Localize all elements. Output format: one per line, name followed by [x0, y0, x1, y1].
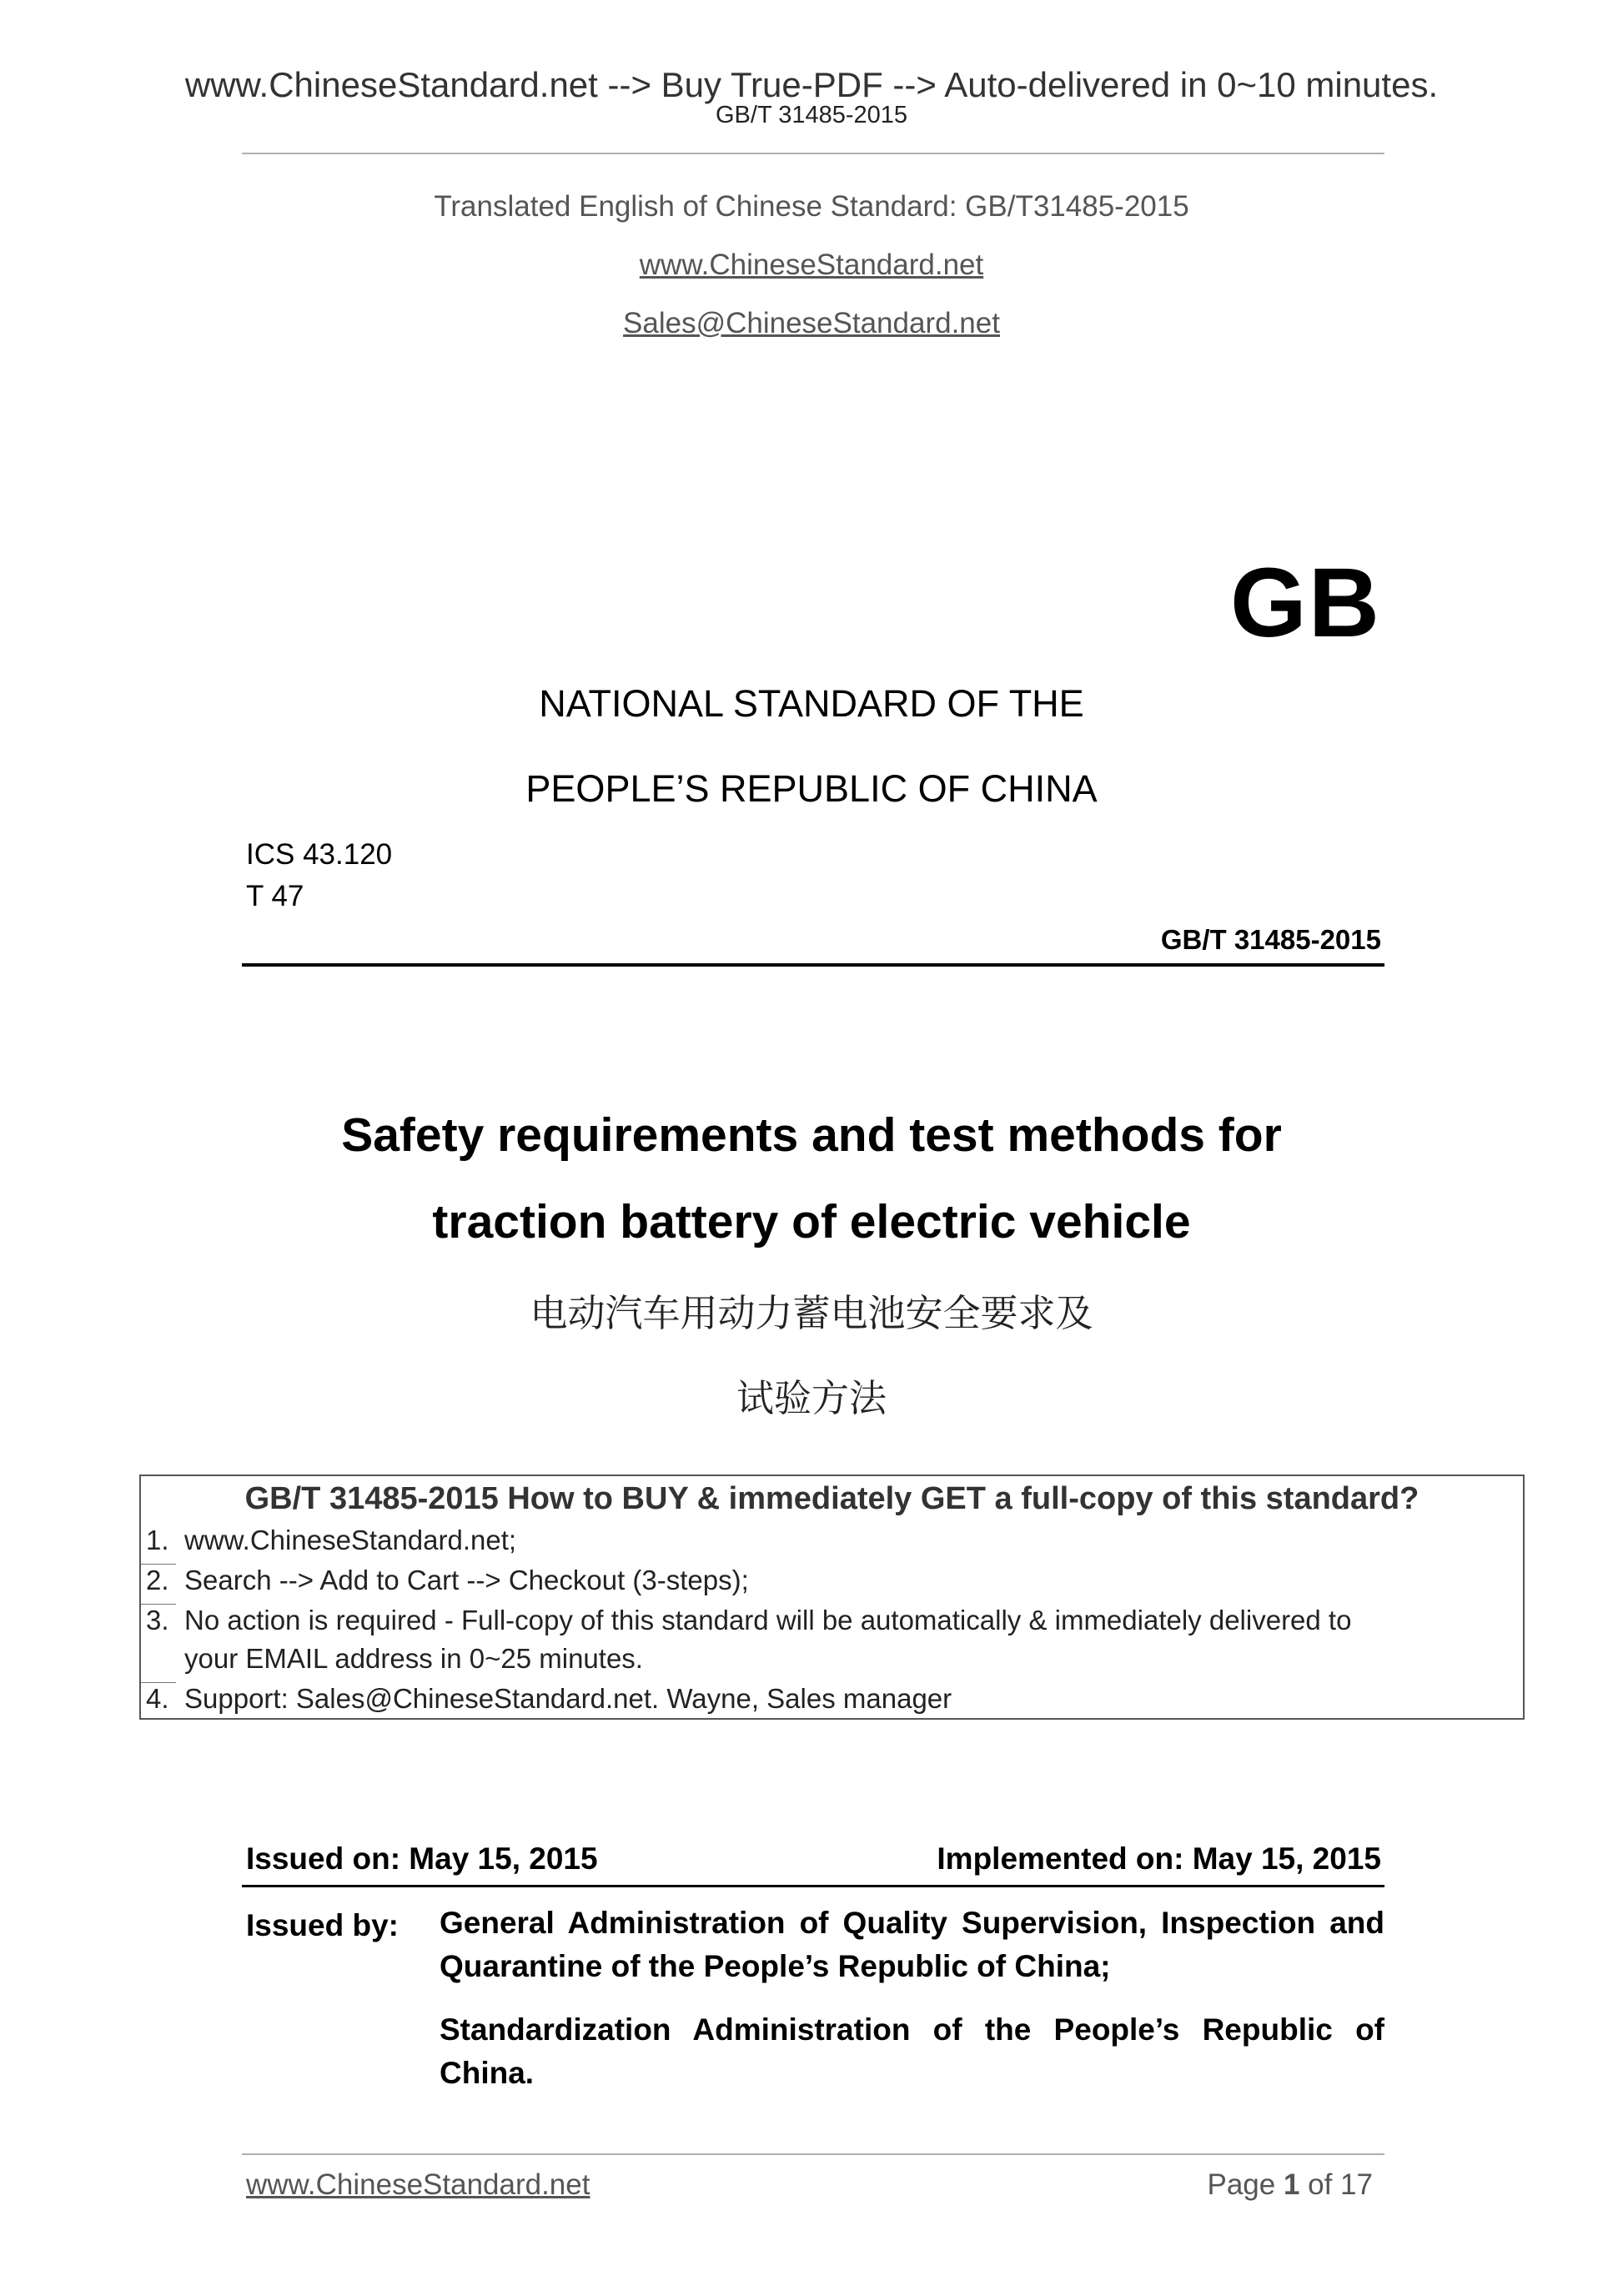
footer-site-row: [246, 2168, 590, 2202]
national-standard-line-1: NATIONAL STANDARD OF THE: [539, 682, 1084, 725]
buy-step-3: [146, 1605, 1351, 1636]
title-en-line-2: traction battery of electric vehicle: [432, 1195, 1191, 1248]
header-divider: [242, 153, 1384, 154]
buy-step-1: [146, 1525, 516, 1556]
sales-link-row: [0, 307, 1623, 340]
footer-site-link[interactable]: www.ChineseStandard.net: [246, 2168, 590, 2201]
step-number: 2.: [146, 1565, 169, 1595]
buy-instructions-box: [139, 1475, 1525, 1720]
page-number: 1: [1283, 2168, 1300, 2201]
buy-step-4: [146, 1683, 952, 1715]
issuer-1: General Administration of Quality Supervision, Inspection and Quarantine of the People’s Republic of China;: [440, 1906, 1384, 1983]
page-indicator: [1207, 2168, 1373, 2202]
issued-on: Issued on: May 15, 2015: [246, 1841, 598, 1876]
gb-mark: GB: [1230, 548, 1381, 658]
footer-divider: [242, 2153, 1384, 2155]
header-standard-code: GB/T 31485-2015: [715, 102, 908, 128]
step-number: 4.: [146, 1683, 169, 1714]
title-cn-line-1: 电动汽车用动力蓄电池安全要求及: [530, 1291, 1093, 1335]
standard-code: GB/T 31485-2015: [1160, 924, 1381, 955]
title-en-line-1: Safety requirements and test methods for: [341, 1108, 1282, 1162]
issued-by-label: Issued by:: [246, 1908, 399, 1942]
sales-email-link[interactable]: Sales@ChineseStandard.net: [623, 307, 1000, 339]
step-text: No action is required - Full-copy of this standard will be automatically & immediately delivered to: [184, 1605, 1352, 1635]
page-prefix: Page: [1207, 2168, 1284, 2201]
page-suffix: of 17: [1299, 2168, 1373, 2201]
step-text: Support: Sales@ChineseStandard.net. Wayne, Sales manager: [184, 1683, 952, 1714]
buy-box-title: GB/T 31485-2015 How to BUY & immediately GET a full-copy of this standard?: [244, 1481, 1419, 1516]
buy-step-3-continued: [146, 1643, 643, 1675]
issue-divider: [242, 1885, 1384, 1887]
translated-line: Translated English of Chinese Standard: GB/T31485-2015: [434, 190, 1189, 223]
title-cn-line-2: 试验方法: [736, 1376, 887, 1420]
issuer-2: Standardization Administration of the People’s Republic of China.: [440, 2012, 1384, 2090]
national-standard-line-2: PEOPLE’S REPUBLIC OF CHINA: [525, 767, 1098, 810]
site-link[interactable]: www.ChineseStandard.net: [639, 249, 984, 281]
top-banner: www.ChineseStandard.net --> Buy True-PDF --> Auto-delivered in 0~10 minutes.: [184, 65, 1439, 104]
step-text: your EMAIL address in 0~25 minutes.: [184, 1643, 643, 1674]
ics-code: ICS 43.120: [246, 838, 393, 871]
implemented-on: Implemented on: May 15, 2015: [937, 1841, 1381, 1876]
step-text: Search --> Add to Cart --> Checkout (3-steps);: [184, 1565, 749, 1595]
site-link-row: [0, 249, 1623, 282]
t-code: T 47: [246, 880, 304, 912]
step-number: 1.: [146, 1525, 169, 1555]
step-number: 3.: [146, 1605, 169, 1635]
step-text[interactable]: www.ChineseStandard.net;: [184, 1525, 517, 1555]
code-divider: [242, 963, 1384, 967]
buy-step-2: [146, 1565, 749, 1596]
